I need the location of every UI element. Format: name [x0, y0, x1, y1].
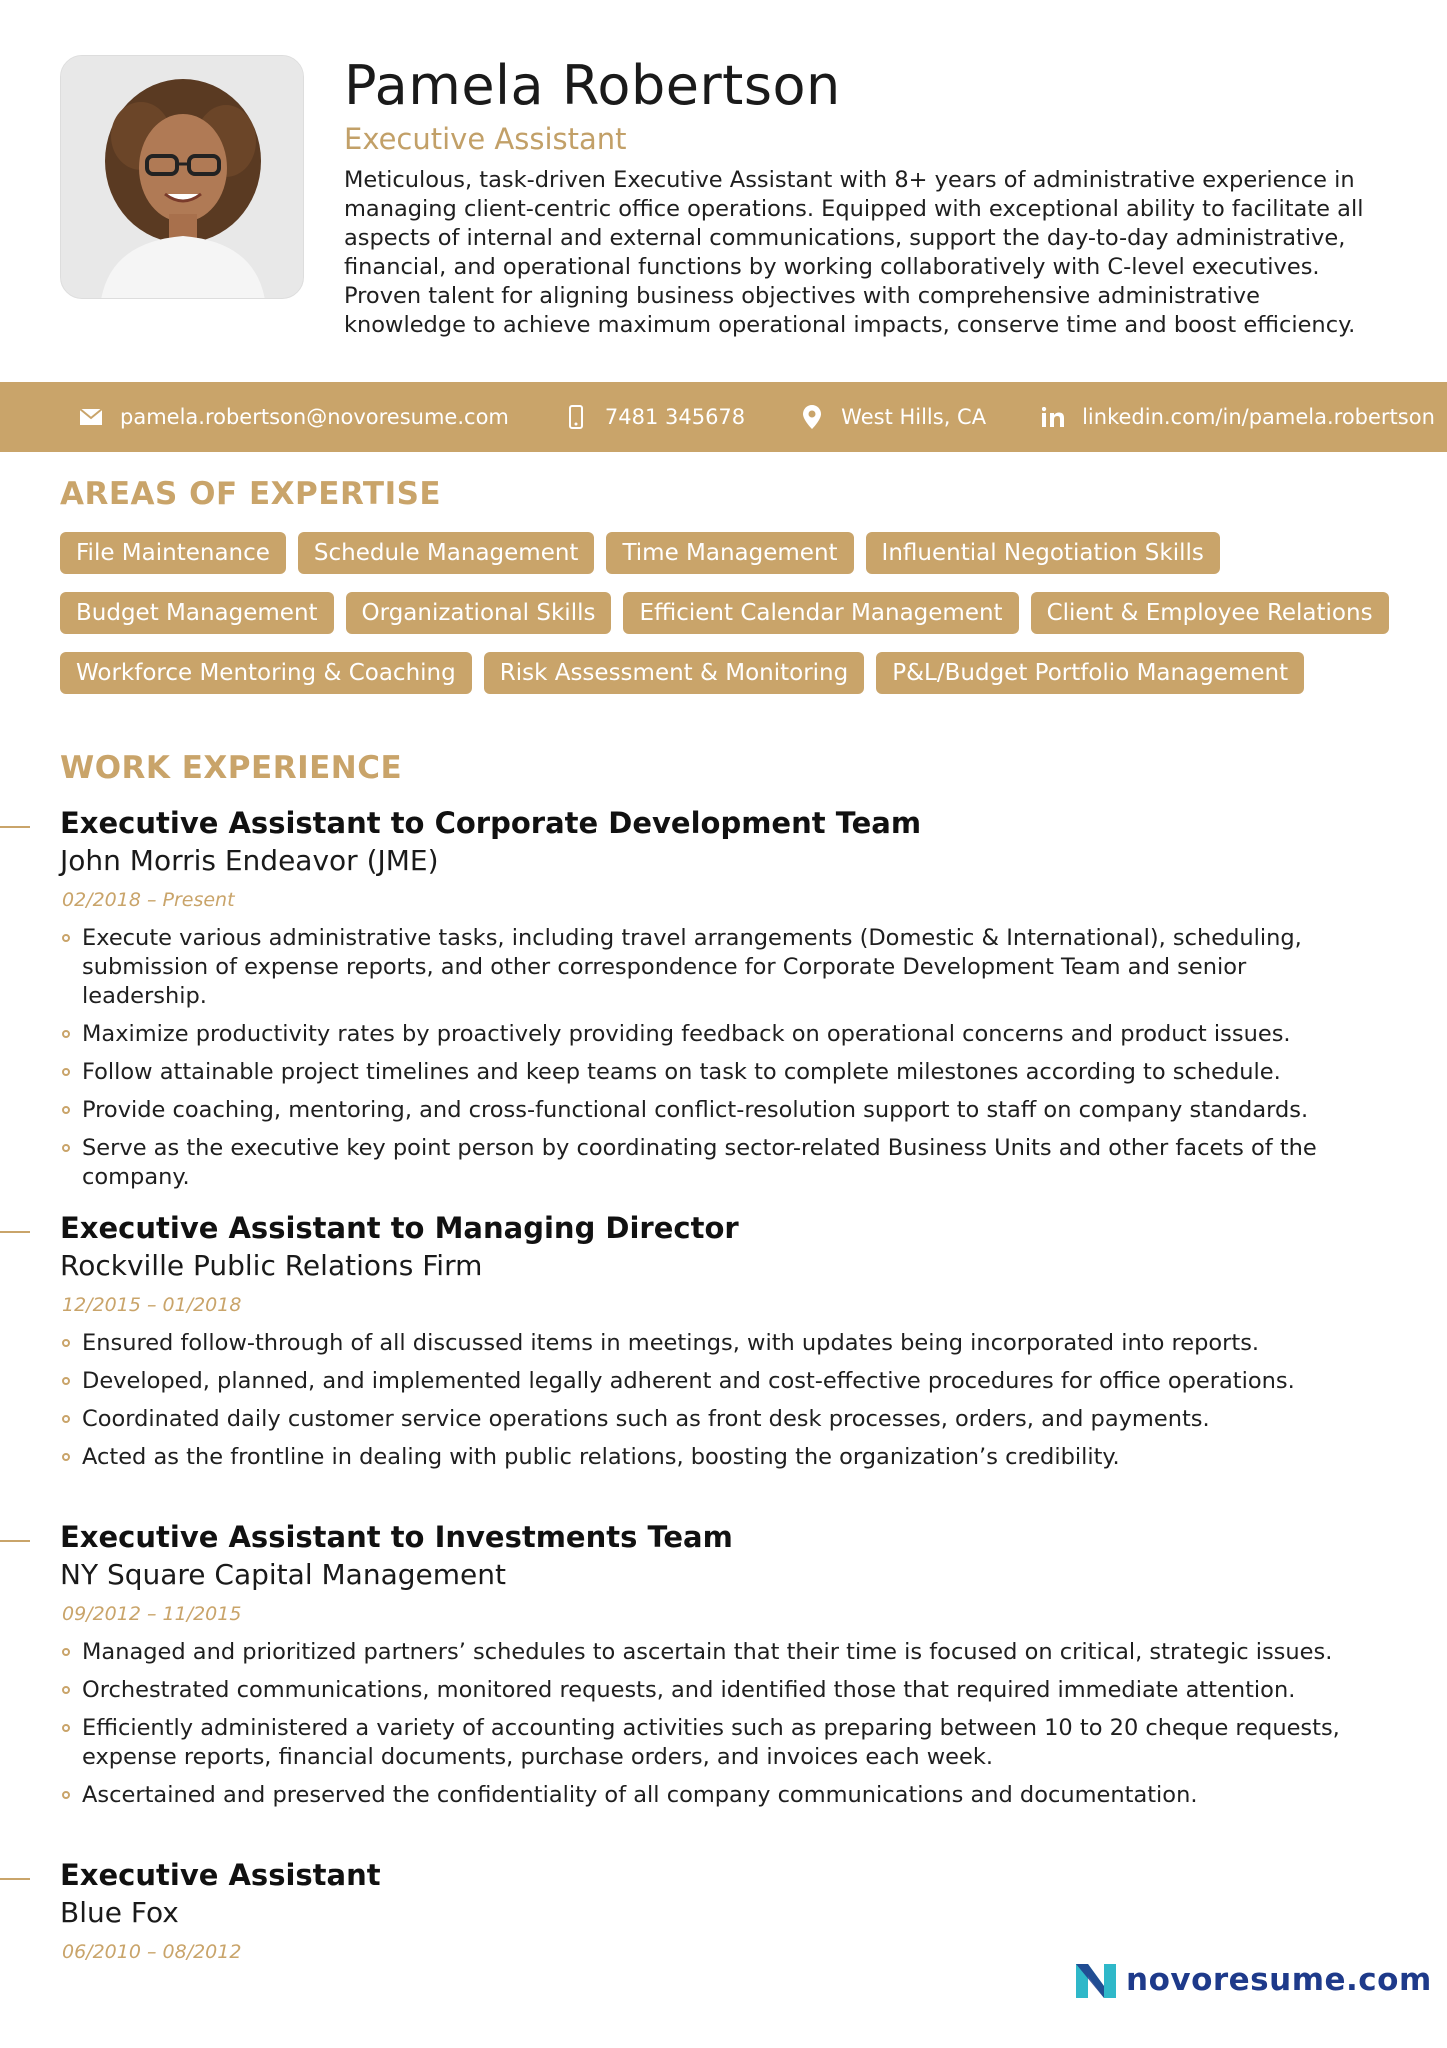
bullet-circle-icon: [62, 1791, 70, 1799]
phone-icon: [563, 404, 589, 430]
job-bullet-text: Serve as the executive key point person by coordinating sector-related Business Units and other facets of the company.: [82, 1135, 1317, 1190]
job-bullet: [62, 1676, 1372, 1705]
expertise-tag: Risk Assessment & Monitoring: [484, 652, 865, 694]
contact-phone-text: 7481 345678: [604, 405, 746, 429]
job-bullet: [62, 924, 1372, 1011]
contact-phone[interactable]: [563, 404, 745, 430]
job-title: Executive Assistant: [60, 1858, 381, 1892]
job-bullet: [62, 1714, 1372, 1772]
job-bullet: [62, 1134, 1372, 1192]
job-bullet-text: Coordinated daily customer service operations such as front desk processes, orders, and payments.: [82, 1406, 1210, 1432]
expertise-tag: Organizational Skills: [346, 592, 612, 634]
linkedin-icon: [1040, 404, 1066, 430]
job-bullet-text: Maximize productivity rates by proactively providing feedback on operational concerns and product issues.: [82, 1021, 1291, 1047]
candidate-role: Executive Assistant: [344, 122, 627, 156]
job-bullets: [62, 1329, 1372, 1481]
person-portrait-icon: [61, 56, 304, 299]
job-bullet: [62, 1096, 1372, 1125]
job-bullet-text: Ensured follow-through of all discussed items in meetings, with updates being incorporated into reports.: [82, 1330, 1260, 1356]
contact-linkedin-text: linkedin.com/in/pamela.robertson: [1082, 405, 1435, 429]
bullet-circle-icon: [62, 1453, 70, 1461]
job-bullets: [62, 1638, 1372, 1819]
job-company: Blue Fox: [60, 1896, 179, 1929]
bullet-circle-icon: [62, 1068, 70, 1076]
job-dates: 12/2015 – 01/2018: [62, 1294, 242, 1316]
job-dates: 09/2012 – 11/2015: [62, 1603, 242, 1625]
expertise-tag: Workforce Mentoring & Coaching: [60, 652, 472, 694]
job-bullet: [62, 1443, 1372, 1472]
job-bullet: [62, 1367, 1372, 1396]
timeline-dash: [0, 826, 30, 828]
job-company: NY Square Capital Management: [60, 1558, 506, 1591]
contact-linkedin[interactable]: [1040, 404, 1435, 430]
job-bullet-text: Managed and prioritized partners’ schedules to ascertain that their time is focused on critical, strategic issues.: [82, 1639, 1333, 1665]
location-pin-icon: [799, 404, 825, 430]
bullet-circle-icon: [62, 934, 70, 942]
profile-summary: Meticulous, task-driven Executive Assistant with 8+ years of administrative experience in managing client-centric office operations. Equipped with exceptional ability to facilitate all aspects of internal and external communications, support the day-to-day administrative, financial, and operational functions by working collaboratively with C-level executives. Proven talent for aligning business objectives with comprehensive administrative knowledge to achieve maximum operational impacts, conserve time and boost efficiency.: [344, 167, 1364, 338]
job-bullet-text: Execute various administrative tasks, including travel arrangements (Domestic & International), scheduling, submission of expense reports, and other correspondence for Corporate Development Team and senior leadership.: [82, 925, 1302, 1009]
job-dates: 02/2018 – Present: [62, 889, 235, 911]
bullet-circle-icon: [62, 1144, 70, 1152]
job-bullet-text: Efficiently administered a variety of accounting activities such as preparing between 10 to 20 cheque requests, expense reports, financial documents, purchase orders, and invoices each week.: [82, 1715, 1340, 1770]
job-bullet-text: Acted as the frontline in dealing with public relations, boosting the organization’s credibility.: [82, 1444, 1120, 1470]
contact-email[interactable]: [78, 404, 509, 430]
resume-header: [0, 0, 1447, 380]
job-bullet: [62, 1781, 1372, 1810]
bullet-circle-icon: [62, 1648, 70, 1656]
experience-section-title: WORK EXPERIENCE: [60, 750, 403, 786]
expertise-tag: File Maintenance: [60, 532, 286, 574]
bullet-circle-icon: [62, 1686, 70, 1694]
tag-row: [60, 532, 1400, 574]
job-bullet: [62, 1329, 1372, 1358]
expertise-tag: Influential Negotiation Skills: [866, 532, 1220, 574]
expertise-tag: P&L/Budget Portfolio Management: [876, 652, 1304, 694]
contact-location-text: West Hills, CA: [841, 405, 987, 429]
job-bullet-text: Follow attainable project timelines and keep teams on task to complete milestones according to schedule.: [82, 1059, 1281, 1085]
timeline-dash: [0, 1878, 30, 1880]
tag-row: [60, 652, 1400, 694]
expertise-tag: Efficient Calendar Management: [623, 592, 1018, 634]
expertise-section-title: AREAS OF EXPERTISE: [60, 476, 442, 512]
job-bullet-text: Orchestrated communications, monitored requests, and identified those that required immediate attention.: [82, 1677, 1296, 1703]
job-title: Executive Assistant to Investments Team: [60, 1520, 733, 1554]
job-company: John Morris Endeavor (JME): [60, 844, 439, 877]
timeline-dash: [0, 1231, 30, 1233]
expertise-tag: Time Management: [606, 532, 853, 574]
contact-bar: [0, 382, 1447, 452]
candidate-name: Pamela Robertson: [344, 54, 841, 117]
expertise-tags: [60, 532, 1400, 712]
job-bullet-text: Provide coaching, mentoring, and cross-functional conflict-resolution support to staff on company standards.: [82, 1097, 1309, 1123]
bullet-circle-icon: [62, 1415, 70, 1423]
bullet-circle-icon: [62, 1106, 70, 1114]
expertise-tag: Schedule Management: [298, 532, 595, 574]
brand-text: novoresume.com: [1126, 1962, 1432, 1998]
bullet-circle-icon: [62, 1377, 70, 1385]
brand-footer: [1074, 1960, 1432, 2000]
tag-row: [60, 592, 1400, 634]
bullet-circle-icon: [62, 1724, 70, 1732]
contact-location: [799, 404, 986, 430]
novoresume-logo-icon: [1074, 1960, 1118, 2000]
envelope-icon: [78, 404, 104, 430]
job-bullet: [62, 1058, 1372, 1087]
job-title: Executive Assistant to Managing Director: [60, 1211, 739, 1245]
job-dates: 06/2010 – 08/2012: [62, 1941, 242, 1963]
job-bullet: [62, 1405, 1372, 1434]
job-bullet: [62, 1638, 1372, 1667]
bullet-circle-icon: [62, 1030, 70, 1038]
contact-email-text: pamela.robertson@novoresume.com: [120, 405, 509, 429]
job-bullet-text: Ascertained and preserved the confidentiality of all company communications and documentation.: [82, 1782, 1198, 1808]
job-company: Rockville Public Relations Firm: [60, 1249, 483, 1282]
expertise-tag: Budget Management: [60, 592, 334, 634]
expertise-tag: Client & Employee Relations: [1031, 592, 1389, 634]
job-bullets: [62, 924, 1372, 1201]
job-bullet-text: Developed, planned, and implemented legally adherent and cost-effective procedures for office operations.: [82, 1368, 1295, 1394]
job-bullet: [62, 1020, 1372, 1049]
job-title: Executive Assistant to Corporate Development Team: [60, 806, 922, 840]
bullet-circle-icon: [62, 1339, 70, 1347]
timeline-dash: [0, 1540, 30, 1542]
profile-photo: [60, 55, 304, 299]
